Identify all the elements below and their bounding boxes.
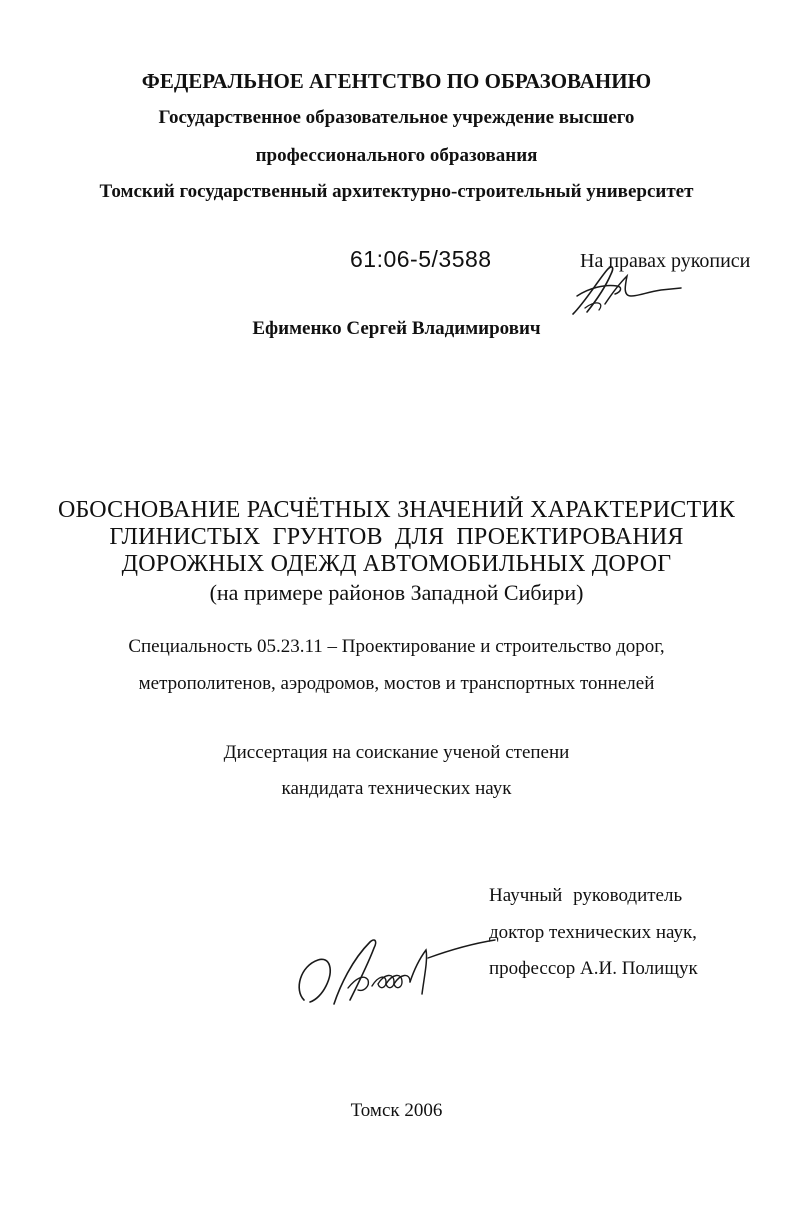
author-name: Ефименко Сергей Владимирович [252, 318, 541, 339]
archive-code: 61:06-5/3588 [350, 246, 492, 272]
author-signature-icon [565, 262, 690, 322]
specialty-line-1: Специальность 05.23.11 – Проектирование и строительство дорог, [128, 636, 665, 657]
supervisor-signature-icon [290, 930, 505, 1015]
institution-line-2: профессионального образования [255, 145, 538, 166]
title-line-2: ГЛИНИСТЫХ ГРУНТОВ ДЛЯ ПРОЕКТИРОВАНИЯ [109, 524, 684, 550]
specialty-line-2: метрополитенов, аэродромов, мостов и транспортных тоннелей [138, 673, 655, 694]
supervisor-role: Научный руководитель [489, 885, 683, 906]
degree-line-2: кандидата технических наук [281, 778, 512, 799]
supervisor-degree: доктор технических наук, [489, 922, 697, 943]
title-subtitle: (на примере районов Западной Сибири) [209, 580, 584, 605]
city-year: Томск 2006 [350, 1100, 443, 1121]
university-name: Томский государственный архитектурно-строительный университет [99, 181, 694, 202]
supervisor-name: профессор А.И. Полищук [489, 958, 698, 979]
title-line-1: ОБОСНОВАНИЕ РАСЧЁТНЫХ ЗНАЧЕНИЙ ХАРАКТЕРИСТИК [57, 497, 736, 523]
agency-name: ФЕДЕРАЛЬНОЕ АГЕНТСТВО ПО ОБРАЗОВАНИЮ [141, 69, 652, 93]
degree-line-1: Диссертация на соискание ученой степени [223, 742, 570, 763]
title-line-3: ДОРОЖНЫХ ОДЕЖД АВТОМОБИЛЬНЫХ ДОРОГ [121, 551, 672, 577]
institution-line-1: Государственное образовательное учреждение высшего [158, 107, 635, 128]
rights-notice: На правах рукописи [580, 250, 751, 272]
